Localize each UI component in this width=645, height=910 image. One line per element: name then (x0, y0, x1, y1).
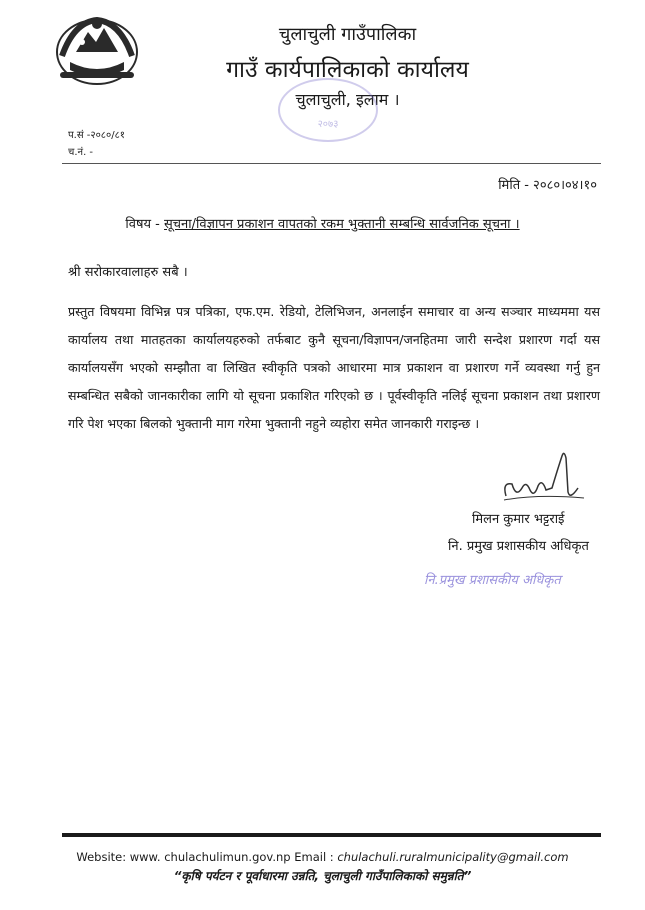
signer-name: मिलन कुमार भट्टराई (472, 512, 565, 527)
reference-number: प.सं -२०८०/८१ (68, 130, 125, 141)
office-title: गाउँ कार्यपालिकाको कार्यालय (226, 57, 469, 83)
footer-divider (62, 833, 601, 837)
signer-stamp: नि.प्रमुख प्रशासकीय अधिकृत (424, 573, 561, 588)
office-stamp (278, 78, 378, 142)
email-address: chulachuli.ruralmunicipality@gmail.com (337, 850, 569, 864)
salutation: श्री सरोकारवालाहरु सबै । (68, 265, 188, 280)
subject-label: विषय - (125, 217, 160, 232)
website-label: Website: www. chulachulimun.gov.np Email : (76, 850, 334, 864)
stamp-text: २०७३ (317, 119, 339, 130)
subject-text: सूचना/विज्ञापन प्रकाशन वापतको रकम भुक्तानी सम्बन्धि सार्वजनिक सूचना । (164, 217, 520, 232)
signature-icon (498, 448, 588, 508)
office-name: चुलाचुली गाउँपालिका (278, 24, 417, 45)
header-divider (62, 163, 601, 164)
signer-title: नि. प्रमुख प्रशासकीय अधिकृत (448, 539, 589, 554)
letter-date: मिति - २०८०।०४।१० (498, 178, 597, 193)
office-address: चुलाचुली, इलाम । (295, 90, 400, 109)
subject-line (0, 214, 645, 232)
footer-motto: “कृषि पर्यटन र पूर्वाधारमा उन्नति, चुलाचुली गाउँपालिकाको समुन्नति” (173, 869, 472, 883)
footer-contact (0, 850, 645, 864)
notice-body: प्रस्तुत विषयमा विभिन्न पत्र पत्रिका, एफ.एम. रेडियो, टेलिभिजन, अनलाईन समाचार वा अन्य सञ्चार माध्यममा यस कार्यालय तथा मातहतका कार्यालयहरुको तर्फबाट कुनै सूचना/विज्ञापन/जनहितमा जारी सन्देश प्रशारण गर्दा यस कार्यालयसँग भएको सम्झौता वा लिखित स्वीकृति पत्रको आधारमा मात्र प्रकाशन वा प्रशारण गर्ने व्यवस्था गर्नु हुन सम्बन्धित सबैको जानकारीका लागि यो सूचना प्रकाशित गरिएको छ । पूर्वस्वीकृति नलिई सूचना प्रकाशन तथा प्रशारण गरि पेश भएका बिलको भुक्तानी माग गरेमा भुक्तानी नहुने व्यहोरा समेत जानकारी गराइन्छ । (68, 304, 600, 431)
dispatch-number: च.नं. - (68, 147, 94, 158)
